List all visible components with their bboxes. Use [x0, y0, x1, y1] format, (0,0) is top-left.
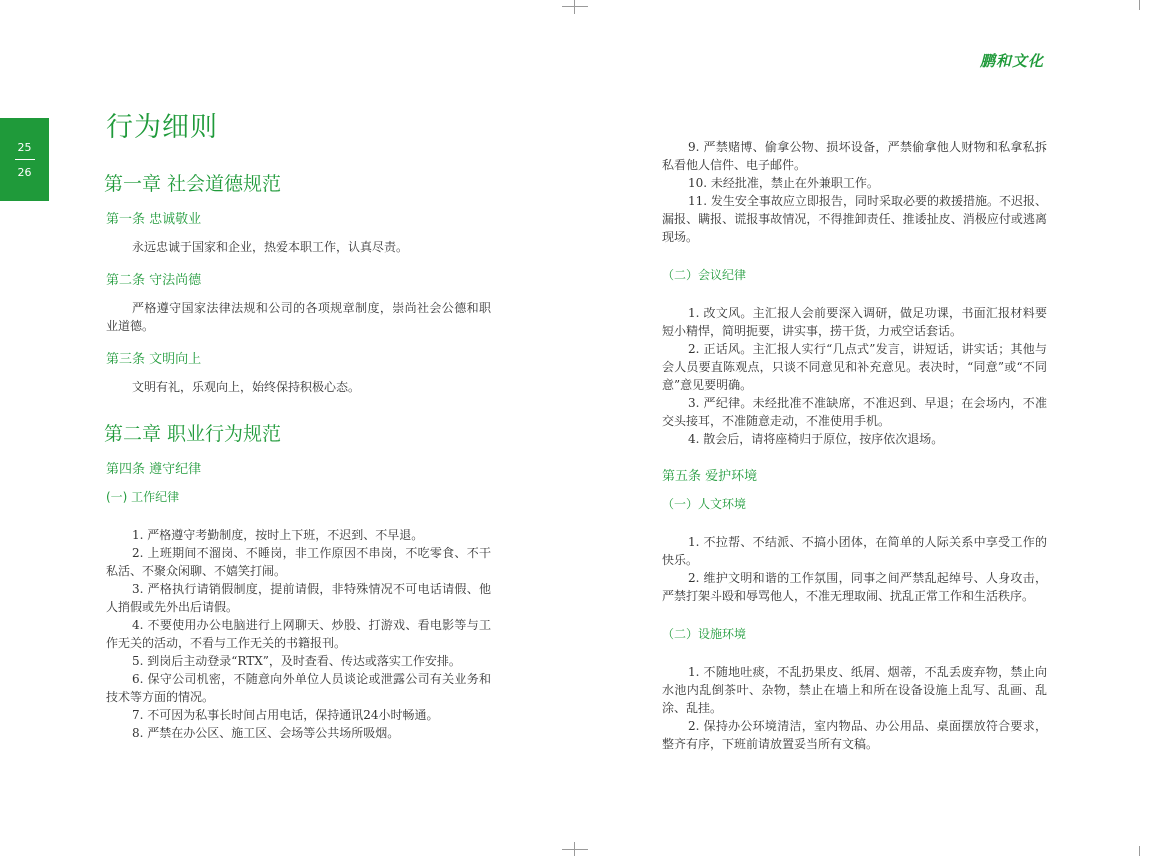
list-item: 4. 不要使用办公电脑进行上网聊天、炒股、打游戏、看电影等与工作无关的活动，不看与工作无关的书籍报刊。	[106, 618, 491, 650]
list-item: 11. 发生安全事故应立即报告，同时采取必要的救援措施。不迟报、漏报、瞒报、谎报事故情况，不得推卸责任、推诿扯皮、消极应付或逃离现场。	[662, 194, 1047, 244]
crop-mark-right-top	[1139, 0, 1140, 10]
list-item: 9. 严禁赌博、偷拿公物、损坏设备，严禁偷拿他人财物和私拿私拆私看他人信件、电子邮件。	[662, 140, 1047, 172]
article-4-heading: 第四条 遵守纪律	[106, 462, 202, 477]
page-number-left: 25	[17, 141, 32, 154]
list-item: 1. 改文风。主汇报人会前要深入调研，做足功课，书面汇报材料要短小精悍，简明扼要，讲实事，捞干货，力戒空话套话。	[662, 306, 1047, 338]
article-1-text: 永远忠诚于国家和企业，热爱本职工作，认真尽责。	[132, 240, 409, 254]
list-item: 4. 散会后，请将座椅归于原位，按序依次退场。	[688, 432, 944, 446]
brand-logo: 鹏和文化	[979, 52, 1044, 70]
list-item: 8. 严禁在办公区、施工区、会场等公共场所吸烟。	[132, 726, 400, 740]
list-item: 6. 保守公司机密，不随意向外单位人员谈论或泄露公司有关业务和技术等方面的情况。	[106, 672, 491, 704]
page-number-divider	[15, 159, 35, 160]
article-3-text: 文明有礼，乐观向上，始终保持积极心态。	[132, 380, 361, 394]
article-2-text: 严格遵守国家法律法规和公司的各项规章制度，崇尚社会公德和职业道德。	[106, 301, 491, 333]
list-item: 3. 严纪律。未经批准不准缺席，不准迟到、早退；在会场内，不准交头接耳，不准随意走动，不准使用手机。	[662, 396, 1047, 428]
crop-mark-right-bottom	[1139, 846, 1140, 856]
article-1-heading: 第一条 忠诚敬业	[106, 212, 202, 227]
page-number-tab	[0, 118, 49, 201]
meeting-discipline-subheading: （二）会议纪律	[662, 268, 747, 282]
chapter-1-heading: 第一章 社会道德规范	[104, 173, 282, 195]
left-column	[106, 110, 491, 742]
list-item: 1. 严格遵守考勤制度，按时上下班，不迟到、不早退。	[132, 528, 424, 542]
page-title: 行为细则	[106, 112, 218, 143]
article-2-heading: 第二条 守法尚德	[106, 273, 202, 288]
list-item: 5. 到岗后主动登录“RTX”，及时查看、传达或落实工作安排。	[132, 654, 461, 668]
list-item: 10. 未经批准，禁止在外兼职工作。	[688, 176, 879, 190]
list-item: 7. 不可因为私事长时间占用电话，保持通讯24小时畅通。	[132, 708, 439, 722]
chapter-2-heading: 第二章 职业行为规范	[104, 423, 282, 445]
crop-mark-top-vertical	[574, 0, 575, 14]
work-discipline-subheading: (一) 工作纪律	[106, 490, 180, 504]
list-item: 2. 维护文明和谐的工作氛围，同事之间严禁乱起绰号、人身攻击，严禁打架斗殴和辱骂他人，不准无理取闹、扰乱正常工作和生活秩序。	[662, 571, 1047, 603]
list-item: 2. 正话风。主汇报人实行“几点式”发言，讲短话，讲实话；其他与会人员要直陈观点，只谈不同意见和补充意见。表决时，“同意”或“不同意”意见要明确。	[662, 342, 1047, 392]
list-item: 1. 不拉帮、不结派、不搞小团体，在简单的人际关系中享受工作的快乐。	[662, 535, 1047, 567]
article-5-heading: 第五条 爱护环境	[662, 469, 758, 484]
list-item: 1. 不随地吐痰，不乱扔果皮、纸屑、烟蒂，不乱丢废弃物，禁止向水池内乱倒茶叶、杂物，禁止在墙上和所在设备设施上乱写、乱画、乱涂、乱挂。	[662, 665, 1047, 715]
article-3-heading: 第三条 文明向上	[106, 352, 202, 367]
list-item: 3. 严格执行请销假制度，提前请假，非特殊情况不可电话请假、他人捎假或先外出后请假。	[106, 582, 491, 614]
crop-mark-bottom-horizontal	[562, 849, 588, 850]
facility-environment-subheading: （二）设施环境	[662, 627, 747, 641]
page-number-right: 26	[17, 166, 32, 179]
list-item: 2. 保持办公环境清洁，室内物品、办公用品、桌面摆放符合要求，整齐有序，下班前请放置妥当所有文稿。	[662, 719, 1047, 751]
crop-mark-top-horizontal	[562, 6, 588, 7]
list-item: 2. 上班期间不溜岗、不睡岗，非工作原因不串岗，不吃零食、不干私活、不聚众闲聊、不嬉笑打闹。	[106, 546, 491, 578]
humanistic-environment-subheading: （一）人文环境	[662, 497, 747, 511]
right-column	[662, 138, 1047, 753]
